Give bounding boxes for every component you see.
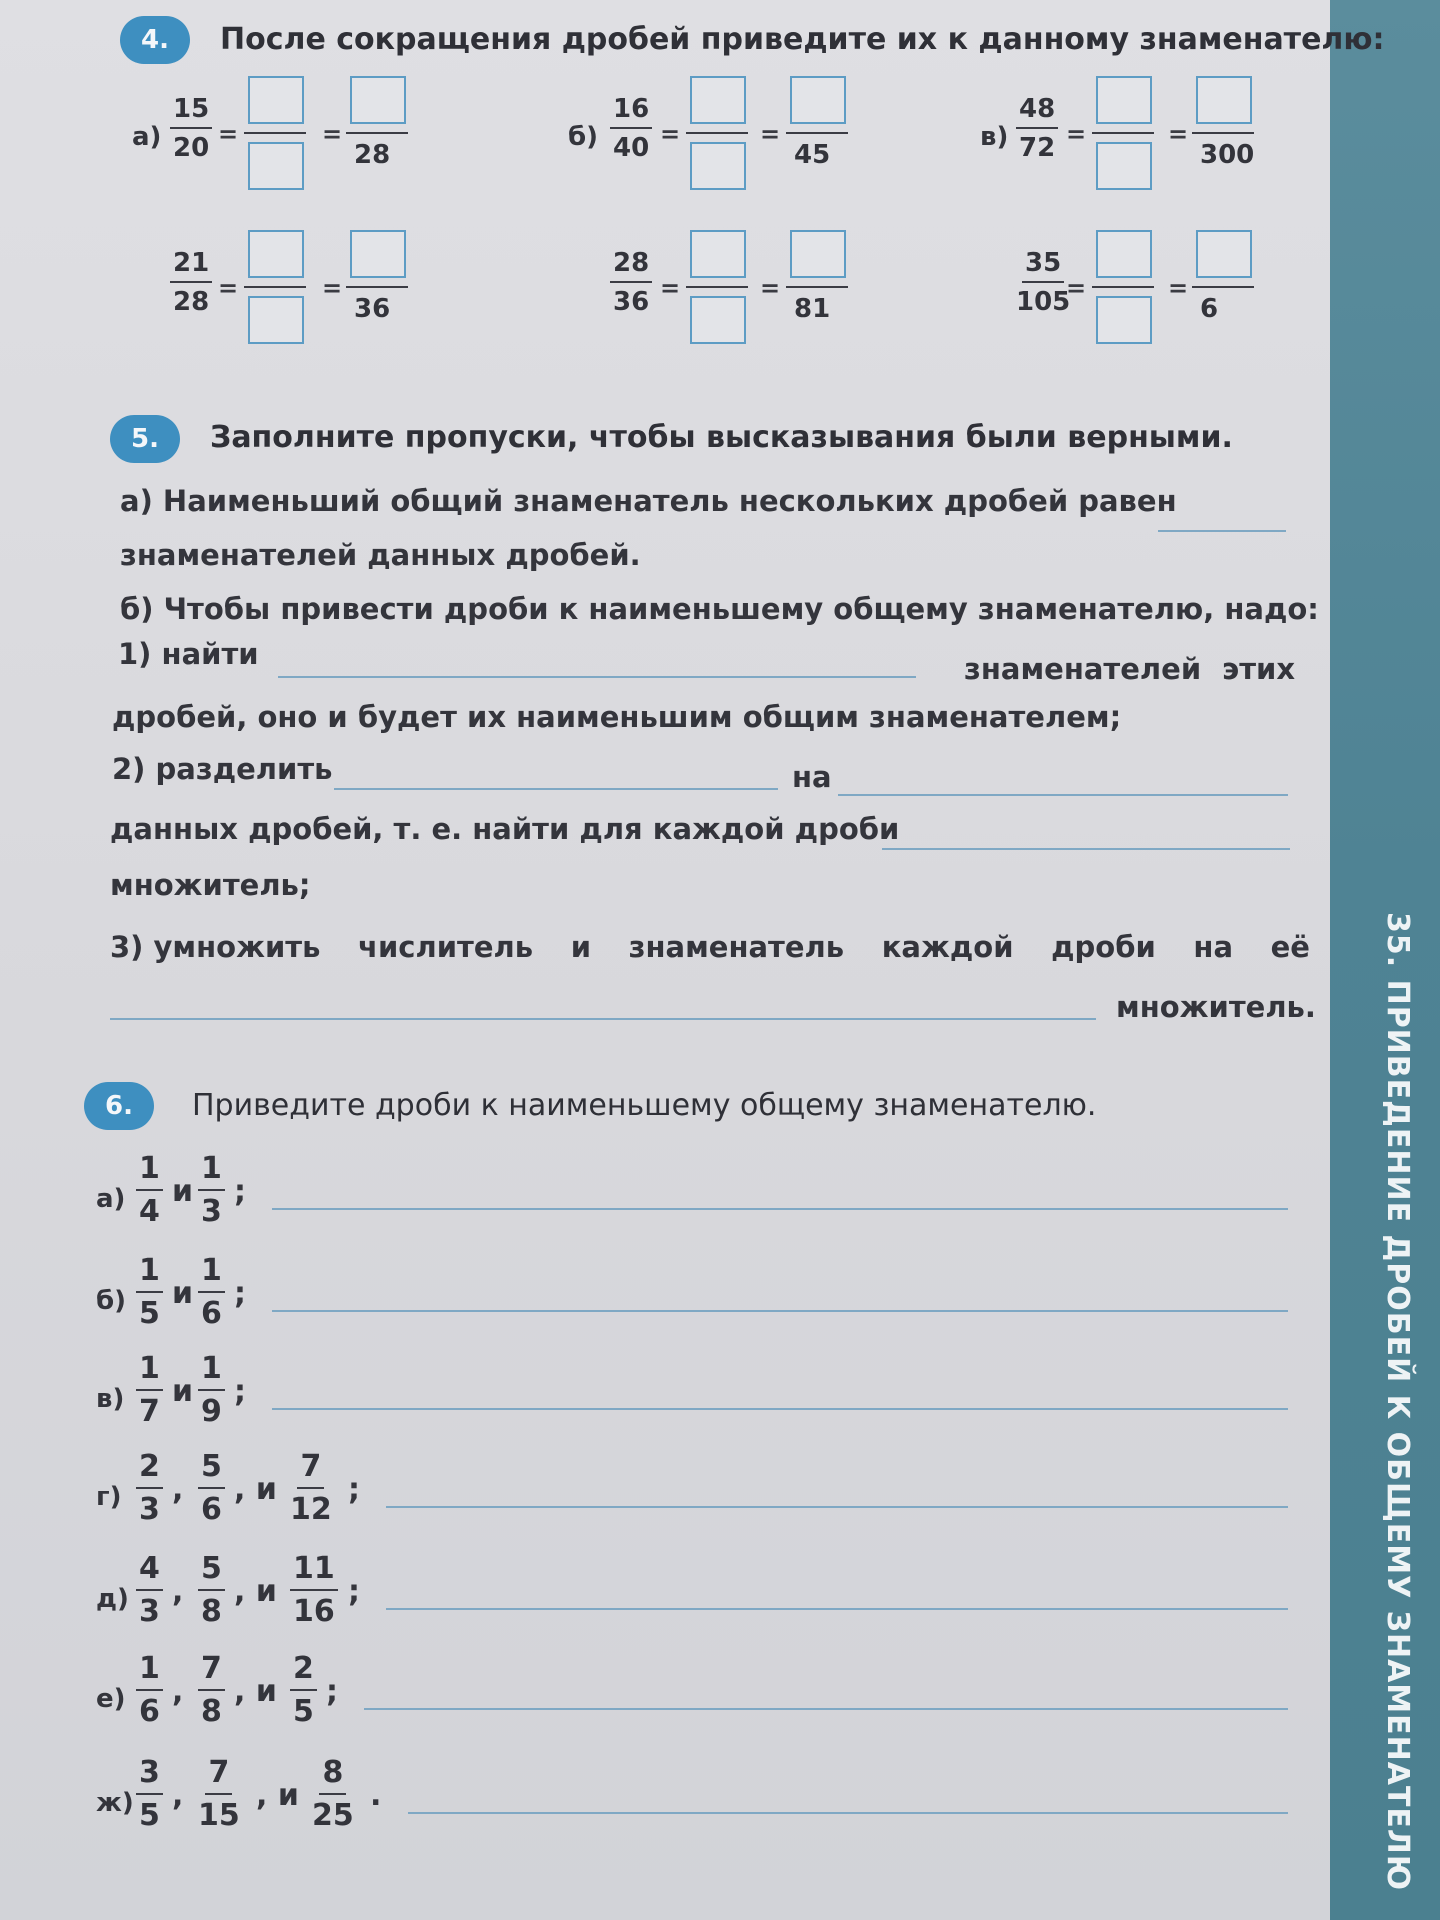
fraction-bar xyxy=(1092,132,1154,134)
task6-title: Приведите дроби к наименьшему общему знаменателю. xyxy=(192,1088,1097,1123)
fraction xyxy=(290,1449,332,1527)
separator: и xyxy=(172,1276,194,1311)
denominator: 20 xyxy=(173,133,210,163)
task5-a-line2: знаменателей данных дробей. xyxy=(120,538,641,572)
step3-line1 xyxy=(110,930,1310,964)
answer-box-numerator[interactable] xyxy=(350,76,406,124)
denominator: 6 xyxy=(201,1492,222,1527)
target-denominator xyxy=(794,294,830,322)
blank-step3[interactable] xyxy=(110,1018,1096,1020)
task6-item-label: е) xyxy=(96,1684,126,1714)
fraction xyxy=(198,1551,225,1629)
task6-item-label: д) xyxy=(96,1584,129,1614)
answer-box-denominator[interactable] xyxy=(690,296,746,344)
numerator: 1 xyxy=(198,1154,225,1191)
task4-title: После сокращения дробей приведите их к данному знаменателю: xyxy=(220,22,1385,57)
separator: и xyxy=(172,1174,194,1209)
denominator: 16 xyxy=(293,1594,335,1629)
fraction-bar xyxy=(346,286,408,288)
fraction xyxy=(1016,96,1058,161)
denominator: 7 xyxy=(139,1394,160,1429)
separator: ; xyxy=(326,1674,338,1709)
fraction-bar xyxy=(686,132,748,134)
fraction xyxy=(198,1651,225,1729)
fraction xyxy=(290,1551,338,1629)
numerator: 1 xyxy=(136,1256,163,1293)
separator: ; xyxy=(348,1472,360,1507)
fraction xyxy=(136,1151,163,1229)
numerator: 1 xyxy=(198,1354,225,1391)
separator: и xyxy=(172,1374,194,1409)
fraction-bar xyxy=(1192,286,1254,288)
step3-word: её xyxy=(1270,930,1310,964)
task4-item-label: б) xyxy=(568,122,599,152)
step3-word: числитель xyxy=(358,930,534,964)
fraction-bar xyxy=(1192,132,1254,134)
separator: . xyxy=(370,1778,382,1813)
separator: , xyxy=(172,1674,184,1709)
answer-box-numerator[interactable] xyxy=(1196,230,1252,278)
denominator: 8 xyxy=(201,1594,222,1629)
separator: , и xyxy=(234,1472,277,1507)
blank-step2-c[interactable] xyxy=(882,848,1290,850)
answer-box-denominator[interactable] xyxy=(248,142,304,190)
equals-sign: = xyxy=(218,120,239,148)
fraction xyxy=(170,96,212,161)
target-denominator xyxy=(354,140,390,168)
blank-5a[interactable] xyxy=(1158,530,1286,532)
task5-a-line1: а) Наименьший общий знаменатель нескольких дробей равен xyxy=(120,484,1177,518)
step3-word: каждой xyxy=(881,930,1014,964)
fraction xyxy=(136,1253,163,1331)
task6-badge: 6. xyxy=(84,1082,154,1130)
answer-box-numerator[interactable] xyxy=(690,76,746,124)
blank-step2-b[interactable] xyxy=(838,794,1288,796)
numerator: 1 xyxy=(198,1256,225,1293)
denominator: 40 xyxy=(613,133,650,163)
denominator: 36 xyxy=(613,287,650,317)
answer-box-denominator[interactable] xyxy=(1096,142,1152,190)
target-denominator xyxy=(794,140,830,168)
numerator: 11 xyxy=(290,1554,338,1591)
step3-word: и xyxy=(570,930,592,964)
step3-word: на xyxy=(1193,930,1234,964)
denominator: 300 xyxy=(1200,140,1255,170)
denominator: 6 xyxy=(1200,294,1219,324)
step1-end-a: знаменателей xyxy=(964,652,1202,686)
numerator: 1 xyxy=(136,1354,163,1391)
separator: , xyxy=(172,1778,184,1813)
denominator: 6 xyxy=(201,1296,222,1331)
numerator: 28 xyxy=(610,250,652,283)
step1-end-b: этих xyxy=(1222,652,1296,686)
denominator: 72 xyxy=(1019,133,1056,163)
target-denominator xyxy=(1200,140,1254,168)
equals-sign: = xyxy=(322,120,343,148)
denominator: 45 xyxy=(794,140,831,170)
fraction xyxy=(198,1151,225,1229)
fraction xyxy=(610,96,652,161)
numerator: 2 xyxy=(290,1654,317,1691)
answer-line[interactable] xyxy=(272,1208,1288,1210)
task6-item-label: а) xyxy=(96,1184,126,1214)
fraction xyxy=(136,1651,163,1729)
equals-sign: = xyxy=(1168,274,1189,302)
answer-line[interactable] xyxy=(364,1708,1288,1710)
denominator: 3 xyxy=(139,1492,160,1527)
fraction xyxy=(136,1351,163,1429)
answer-box-numerator[interactable] xyxy=(790,76,846,124)
equals-sign: = xyxy=(1066,120,1087,148)
target-denominator xyxy=(354,294,390,322)
denominator: 3 xyxy=(139,1594,160,1629)
fraction-bar xyxy=(1092,286,1154,288)
denominator: 5 xyxy=(139,1296,160,1331)
fraction xyxy=(1016,250,1070,315)
numerator: 5 xyxy=(198,1554,225,1591)
step3-word: 3) умножить xyxy=(110,930,321,964)
numerator: 7 xyxy=(297,1452,324,1489)
answer-line[interactable] xyxy=(272,1408,1288,1410)
answer-line[interactable] xyxy=(272,1310,1288,1312)
separator: , и xyxy=(234,1674,277,1709)
separator: , xyxy=(172,1472,184,1507)
task5-title: Заполните пропуски, чтобы высказывания были верными. xyxy=(210,420,1233,455)
fraction-bar xyxy=(244,132,306,134)
denominator: 36 xyxy=(354,294,391,324)
task6-item-label: ж) xyxy=(96,1788,134,1818)
answer-box-numerator[interactable] xyxy=(248,76,304,124)
numerator: 5 xyxy=(198,1452,225,1489)
denominator: 15 xyxy=(198,1798,240,1833)
task4-item-label: а) xyxy=(132,122,162,152)
fraction-bar xyxy=(346,132,408,134)
task4-badge: 4. xyxy=(120,16,190,64)
answer-line[interactable] xyxy=(386,1608,1288,1610)
equals-sign: = xyxy=(760,274,781,302)
numerator: 1 xyxy=(136,1154,163,1191)
equals-sign: = xyxy=(322,274,343,302)
numerator: 8 xyxy=(319,1758,346,1795)
step1-start: 1) найти xyxy=(118,637,259,671)
separator: , и xyxy=(256,1778,299,1813)
step2-line3: множитель; xyxy=(110,868,311,902)
answer-line[interactable] xyxy=(386,1506,1288,1508)
equals-sign: = xyxy=(660,274,681,302)
step2-line2: данных дробей, т. е. найти для каждой дроби xyxy=(110,812,900,846)
numerator: 7 xyxy=(198,1654,225,1691)
numerator: 16 xyxy=(610,96,652,129)
separator: , xyxy=(172,1574,184,1609)
fraction-bar xyxy=(786,132,848,134)
separator: ; xyxy=(234,1276,246,1311)
fraction xyxy=(312,1755,354,1833)
numerator: 2 xyxy=(136,1452,163,1489)
equals-sign: = xyxy=(218,274,239,302)
answer-box-denominator[interactable] xyxy=(1096,296,1152,344)
task6-item-label: б) xyxy=(96,1286,127,1316)
step2-start: 2) разделить xyxy=(112,752,333,786)
task4-item-label: в) xyxy=(980,122,1009,152)
step3-end: множитель. xyxy=(1116,990,1316,1024)
fraction xyxy=(290,1651,317,1729)
answer-box-numerator[interactable] xyxy=(350,230,406,278)
answer-box-numerator[interactable] xyxy=(790,230,846,278)
denominator: 8 xyxy=(201,1694,222,1729)
task6-item-label: г) xyxy=(96,1482,122,1512)
answer-box-denominator[interactable] xyxy=(248,296,304,344)
denominator: 5 xyxy=(139,1798,160,1833)
denominator: 6 xyxy=(139,1694,160,1729)
fraction xyxy=(198,1253,225,1331)
numerator: 21 xyxy=(170,250,212,283)
equals-sign: = xyxy=(1168,120,1189,148)
denominator: 4 xyxy=(139,1194,160,1229)
task6-item-label: в) xyxy=(96,1384,125,1414)
denominator: 5 xyxy=(293,1694,314,1729)
numerator: 35 xyxy=(1022,250,1064,283)
equals-sign: = xyxy=(760,120,781,148)
fraction-bar xyxy=(786,286,848,288)
denominator: 81 xyxy=(794,294,831,324)
denominator: 28 xyxy=(173,287,210,317)
blank-step2-a[interactable] xyxy=(334,788,778,790)
separator: ; xyxy=(234,1174,246,1209)
fraction xyxy=(198,1755,240,1833)
fraction xyxy=(170,250,212,315)
separator: ; xyxy=(234,1374,246,1409)
fraction xyxy=(136,1449,163,1527)
fraction-bar xyxy=(244,286,306,288)
denominator: 105 xyxy=(1016,287,1071,317)
blank-step1[interactable] xyxy=(278,676,916,678)
step3-word: знаменатель xyxy=(628,930,845,964)
task5-badge: 5. xyxy=(110,415,180,463)
denominator: 28 xyxy=(354,140,391,170)
equals-sign: = xyxy=(660,120,681,148)
step2-mid: на xyxy=(792,760,832,794)
fraction xyxy=(198,1351,225,1429)
answer-box-numerator[interactable] xyxy=(248,230,304,278)
step1-line2: дробей, оно и будет их наименьшим общим знаменателем; xyxy=(112,700,1122,734)
numerator: 3 xyxy=(136,1758,163,1795)
separator: ; xyxy=(348,1574,360,1609)
numerator: 48 xyxy=(1016,96,1058,129)
fraction xyxy=(198,1449,225,1527)
answer-box-numerator[interactable] xyxy=(690,230,746,278)
denominator: 9 xyxy=(201,1394,222,1429)
task5-b-intro: б) Чтобы привести дроби к наименьшему общему знаменателю, надо: xyxy=(120,592,1319,626)
chapter-label: 35. ПРИВЕДЕНИЕ ДРОБЕЙ К ОБЩЕМУ ЗНАМЕНАТЕЛЮ xyxy=(1380,912,1415,1892)
step3-word: дроби xyxy=(1051,930,1156,964)
separator: , и xyxy=(234,1574,277,1609)
numerator: 15 xyxy=(170,96,212,129)
answer-box-numerator[interactable] xyxy=(1096,230,1152,278)
fraction xyxy=(136,1755,163,1833)
denominator: 25 xyxy=(312,1798,354,1833)
equals-sign: = xyxy=(1066,274,1087,302)
numerator: 7 xyxy=(205,1758,232,1795)
answer-line[interactable] xyxy=(408,1812,1288,1814)
numerator: 1 xyxy=(136,1654,163,1691)
answer-box-numerator[interactable] xyxy=(1096,76,1152,124)
denominator: 12 xyxy=(290,1492,332,1527)
answer-box-numerator[interactable] xyxy=(1196,76,1252,124)
denominator: 3 xyxy=(201,1194,222,1229)
fraction-bar xyxy=(686,286,748,288)
fraction xyxy=(610,250,652,315)
target-denominator xyxy=(1200,294,1218,322)
answer-box-denominator[interactable] xyxy=(690,142,746,190)
fraction xyxy=(136,1551,163,1629)
numerator: 4 xyxy=(136,1554,163,1591)
